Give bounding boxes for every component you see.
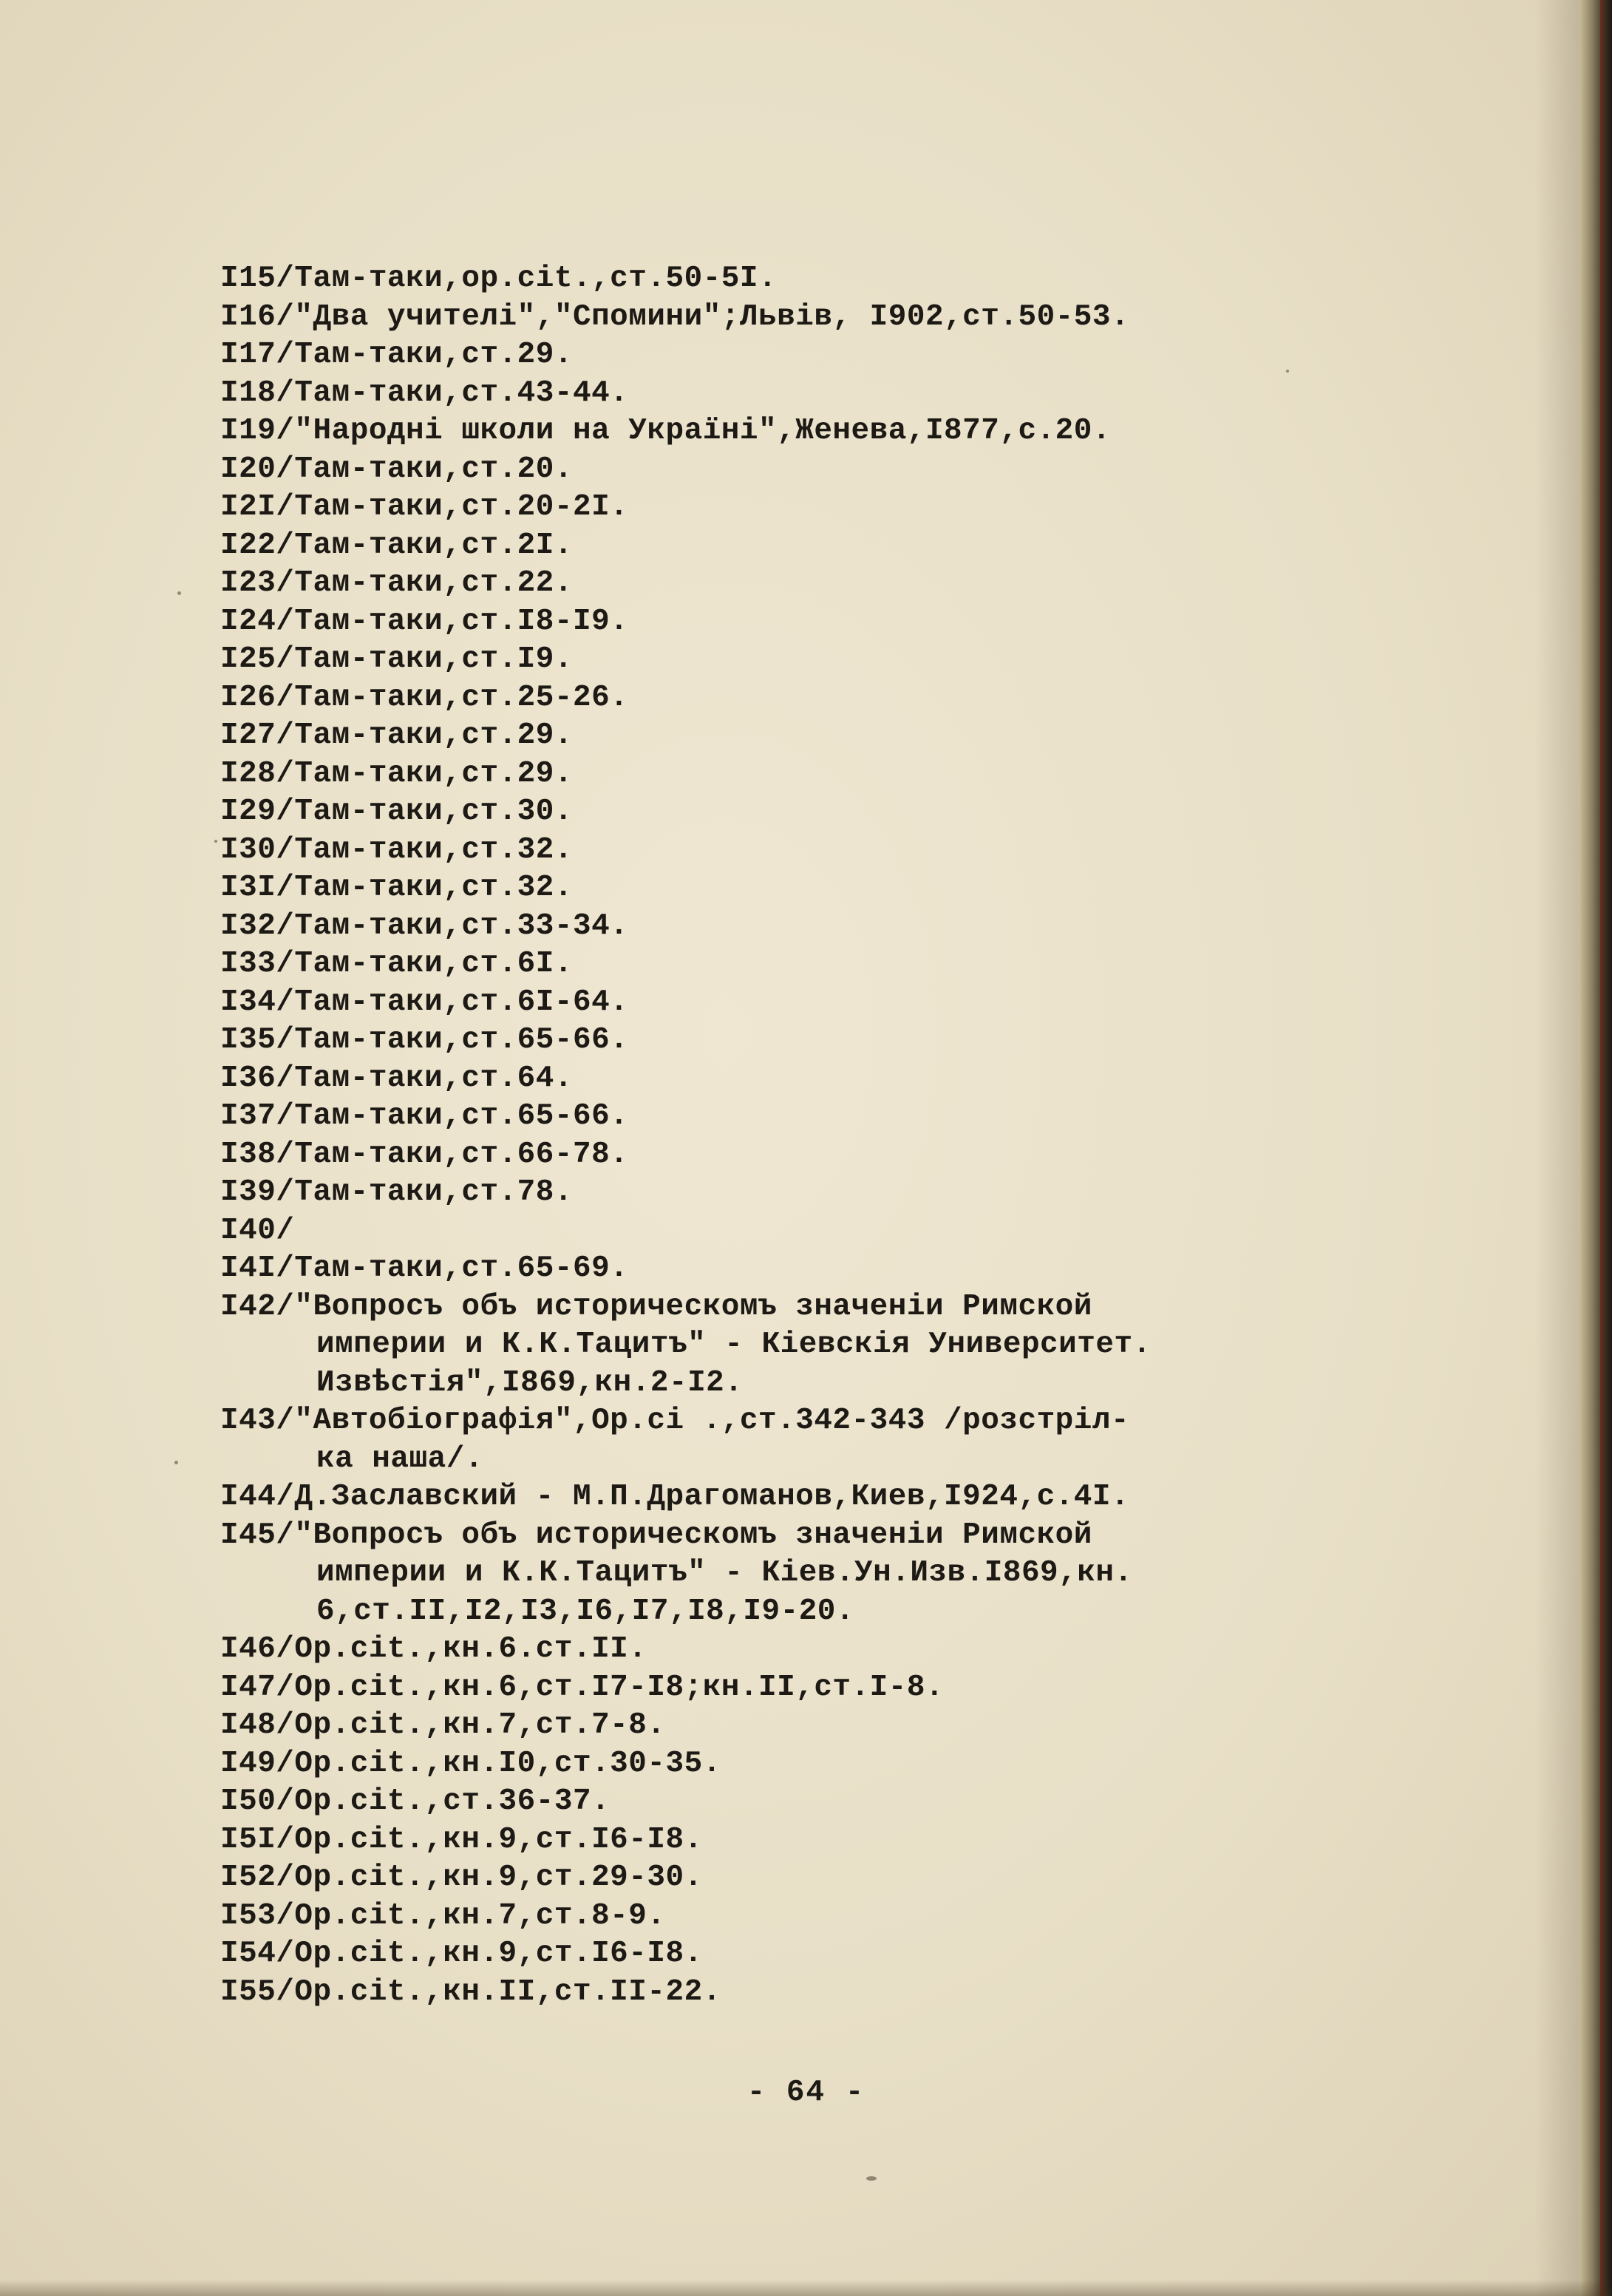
footnote-continuation: империи и К.К.Тацитъ" - Кіевскія Университет. (316, 1328, 1152, 1362)
footnote-continuation: 6,ст.II,I2,I3,I6,I7,I8,I9-20. (316, 1594, 855, 1628)
footnote-entry (220, 1821, 1440, 1860)
page-bottom-edge (0, 2280, 1612, 2296)
footnote-entry (220, 375, 1440, 413)
footnote-entry (220, 755, 1440, 794)
footnote-text: I36/Там-таки,ст.64. (220, 1061, 573, 1096)
footnote-entry (220, 1669, 1440, 1708)
footnote-entry (220, 1859, 1440, 1898)
footnote-text: I48/Op.cit.,кн.7,ст.7-8. (220, 1708, 666, 1742)
footnote-entry (220, 1935, 1440, 1974)
paper-speck (177, 591, 181, 595)
footnote-text: I5I/Op.cit.,кн.9,ст.I6-I8. (220, 1822, 703, 1857)
footnote-text: I49/Op.cit.,кн.I0,ст.30-35. (220, 1746, 721, 1781)
footnote-text: I19/"Народні школи на Україні",Женева,I877,с.20. (220, 414, 1111, 448)
footnote-text: I24/Там-таки,ст.I8-I9. (220, 604, 629, 639)
footnotes-list (220, 260, 1440, 2011)
footnote-text: I46/Op.cit.,кн.6.ст.II. (220, 1632, 647, 1666)
footnote-text: I54/Op.cit.,кн.9,ст.I6-I8. (220, 1937, 703, 1971)
footnote-text: I55/Op.cit.,кн.II,ст.II-22. (220, 1974, 721, 2009)
footnote-entry (220, 1478, 1440, 1517)
footnote-entry (220, 336, 1440, 375)
footnote-text: I43/"Автобіографія",Op.ci .,ст.342-343 /розстріл- (220, 1404, 1130, 1438)
footnote-entry (220, 1707, 1440, 1745)
footnote-text: I16/"Два учителі","Спомини";Львів, I902,ст.50-53. (220, 299, 1130, 334)
footnote-entry (220, 1098, 1440, 1136)
footnote-text: I52/Op.cit.,кн.9,ст.29-30. (220, 1861, 703, 1895)
footnote-entry (220, 603, 1440, 642)
footnote-entry (220, 1745, 1440, 1784)
footnote-text: I2I/Там-таки,ст.20-2I. (220, 490, 629, 524)
footnote-text: I50/Op.cit.,ст.36-37. (220, 1784, 611, 1818)
footnote-continuation: Извѣстія",I869,кн.2-I2. (316, 1365, 744, 1400)
gutter-shadow (1535, 0, 1579, 2296)
footnote-entry (220, 1783, 1440, 1821)
paper-speck (866, 2176, 877, 2181)
footnote-text: I27/Там-таки,ст.29. (220, 719, 573, 753)
footnote-text: I20/Там-таки,ст.20. (220, 452, 573, 486)
footnote-entry (220, 1250, 1440, 1288)
binding-edge (1600, 0, 1605, 2296)
footnote-entry (220, 1898, 1440, 1936)
footnote-text: I39/Там-таки,ст.78. (220, 1175, 573, 1209)
footnote-text: I17/Там-таки,ст.29. (220, 338, 573, 372)
footnote-text: I44/Д.Заславский - М.П.Драгоманов,Киев,I924,с.4I. (220, 1480, 1130, 1514)
footnote-text: I25/Там-таки,ст.I9. (220, 642, 573, 676)
footnote-text: I34/Там-таки,ст.6I-64. (220, 985, 629, 1019)
footnote-text: I29/Там-таки,ст.30. (220, 795, 573, 829)
footnote-continuation: ка наша/. (316, 1441, 483, 1476)
footnote-entry (220, 717, 1440, 755)
footnote-text: I28/Там-таки,ст.29. (220, 756, 573, 791)
footnote-text: I15/Там-таки,op.cit.,ст.50-5I. (220, 262, 778, 296)
footnote-text: I42/"Вопросъ объ историческомъ значеніи Римской (220, 1289, 1092, 1324)
footnote-entry (220, 1060, 1440, 1098)
footnote-entry (220, 832, 1440, 870)
footnote-entry (220, 1974, 1440, 2012)
footnote-text: I18/Там-таки,ст.43-44. (220, 376, 629, 410)
paper-speck (1286, 370, 1289, 373)
footnote-text: I53/Op.cit.,кн.7,ст.8-9. (220, 1898, 666, 1933)
footnote-text: I47/Op.cit.,кн.6,ст.I7-I8;кн.II,ст.I-8. (220, 1670, 945, 1705)
footnote-continuation: империи и К.К.Тацитъ" - Кіев.Ун.Изв.I869,кн. (316, 1556, 1133, 1590)
footnote-text: I26/Там-таки,ст.25-26. (220, 680, 629, 715)
footnote-entry (220, 679, 1440, 718)
footnote-entry (220, 1212, 1440, 1251)
footnote-text: I22/Там-таки,ст.2I. (220, 528, 573, 563)
footnote-text: I32/Там-таки,ст.33-34. (220, 908, 629, 943)
footnote-entry (220, 1517, 1440, 1631)
footnote-text: I4I/Там-таки,ст.65-69. (220, 1251, 629, 1285)
footnote-entry (220, 1136, 1440, 1175)
footnote-entry (220, 1174, 1440, 1212)
footnote-entry (220, 1631, 1440, 1669)
footnote-text: I35/Там-таки,ст.65-66. (220, 1023, 629, 1057)
footnote-entry (220, 260, 1440, 299)
footnote-entry (220, 1288, 1440, 1403)
footnote-text: I45/"Вопросъ объ историческомъ значеніи Римской (220, 1518, 1092, 1552)
footnote-entry (220, 412, 1440, 451)
footnote-text: I30/Там-таки,ст.32. (220, 832, 573, 867)
page-number: - 64 - (747, 2076, 865, 2110)
footnote-text: I38/Там-таки,ст.66-78. (220, 1137, 629, 1172)
footnote-entry (220, 984, 1440, 1022)
footnote-entry (220, 1402, 1440, 1478)
footnote-entry (220, 945, 1440, 984)
paper-speck (174, 1461, 178, 1464)
footnote-entry (220, 1022, 1440, 1060)
footnote-text: I33/Там-таки,ст.6I. (220, 947, 573, 981)
footnote-text: I3I/Там-таки,ст.32. (220, 871, 573, 905)
footnote-entry (220, 793, 1440, 832)
footnote-entry (220, 451, 1440, 489)
paper-speck (214, 840, 217, 843)
footnote-entry (220, 641, 1440, 679)
footnote-text: I23/Там-таки,ст.22. (220, 566, 573, 600)
footnote-entry (220, 869, 1440, 908)
footnote-text: I37/Там-таки,ст.65-66. (220, 1099, 629, 1133)
footnote-text: I40/ (220, 1213, 295, 1248)
footnote-entry (220, 299, 1440, 337)
footnote-entry (220, 565, 1440, 603)
book-binding (1579, 0, 1612, 2296)
footnote-entry (220, 527, 1440, 565)
footnote-entry (220, 489, 1440, 527)
footnote-entry (220, 908, 1440, 946)
